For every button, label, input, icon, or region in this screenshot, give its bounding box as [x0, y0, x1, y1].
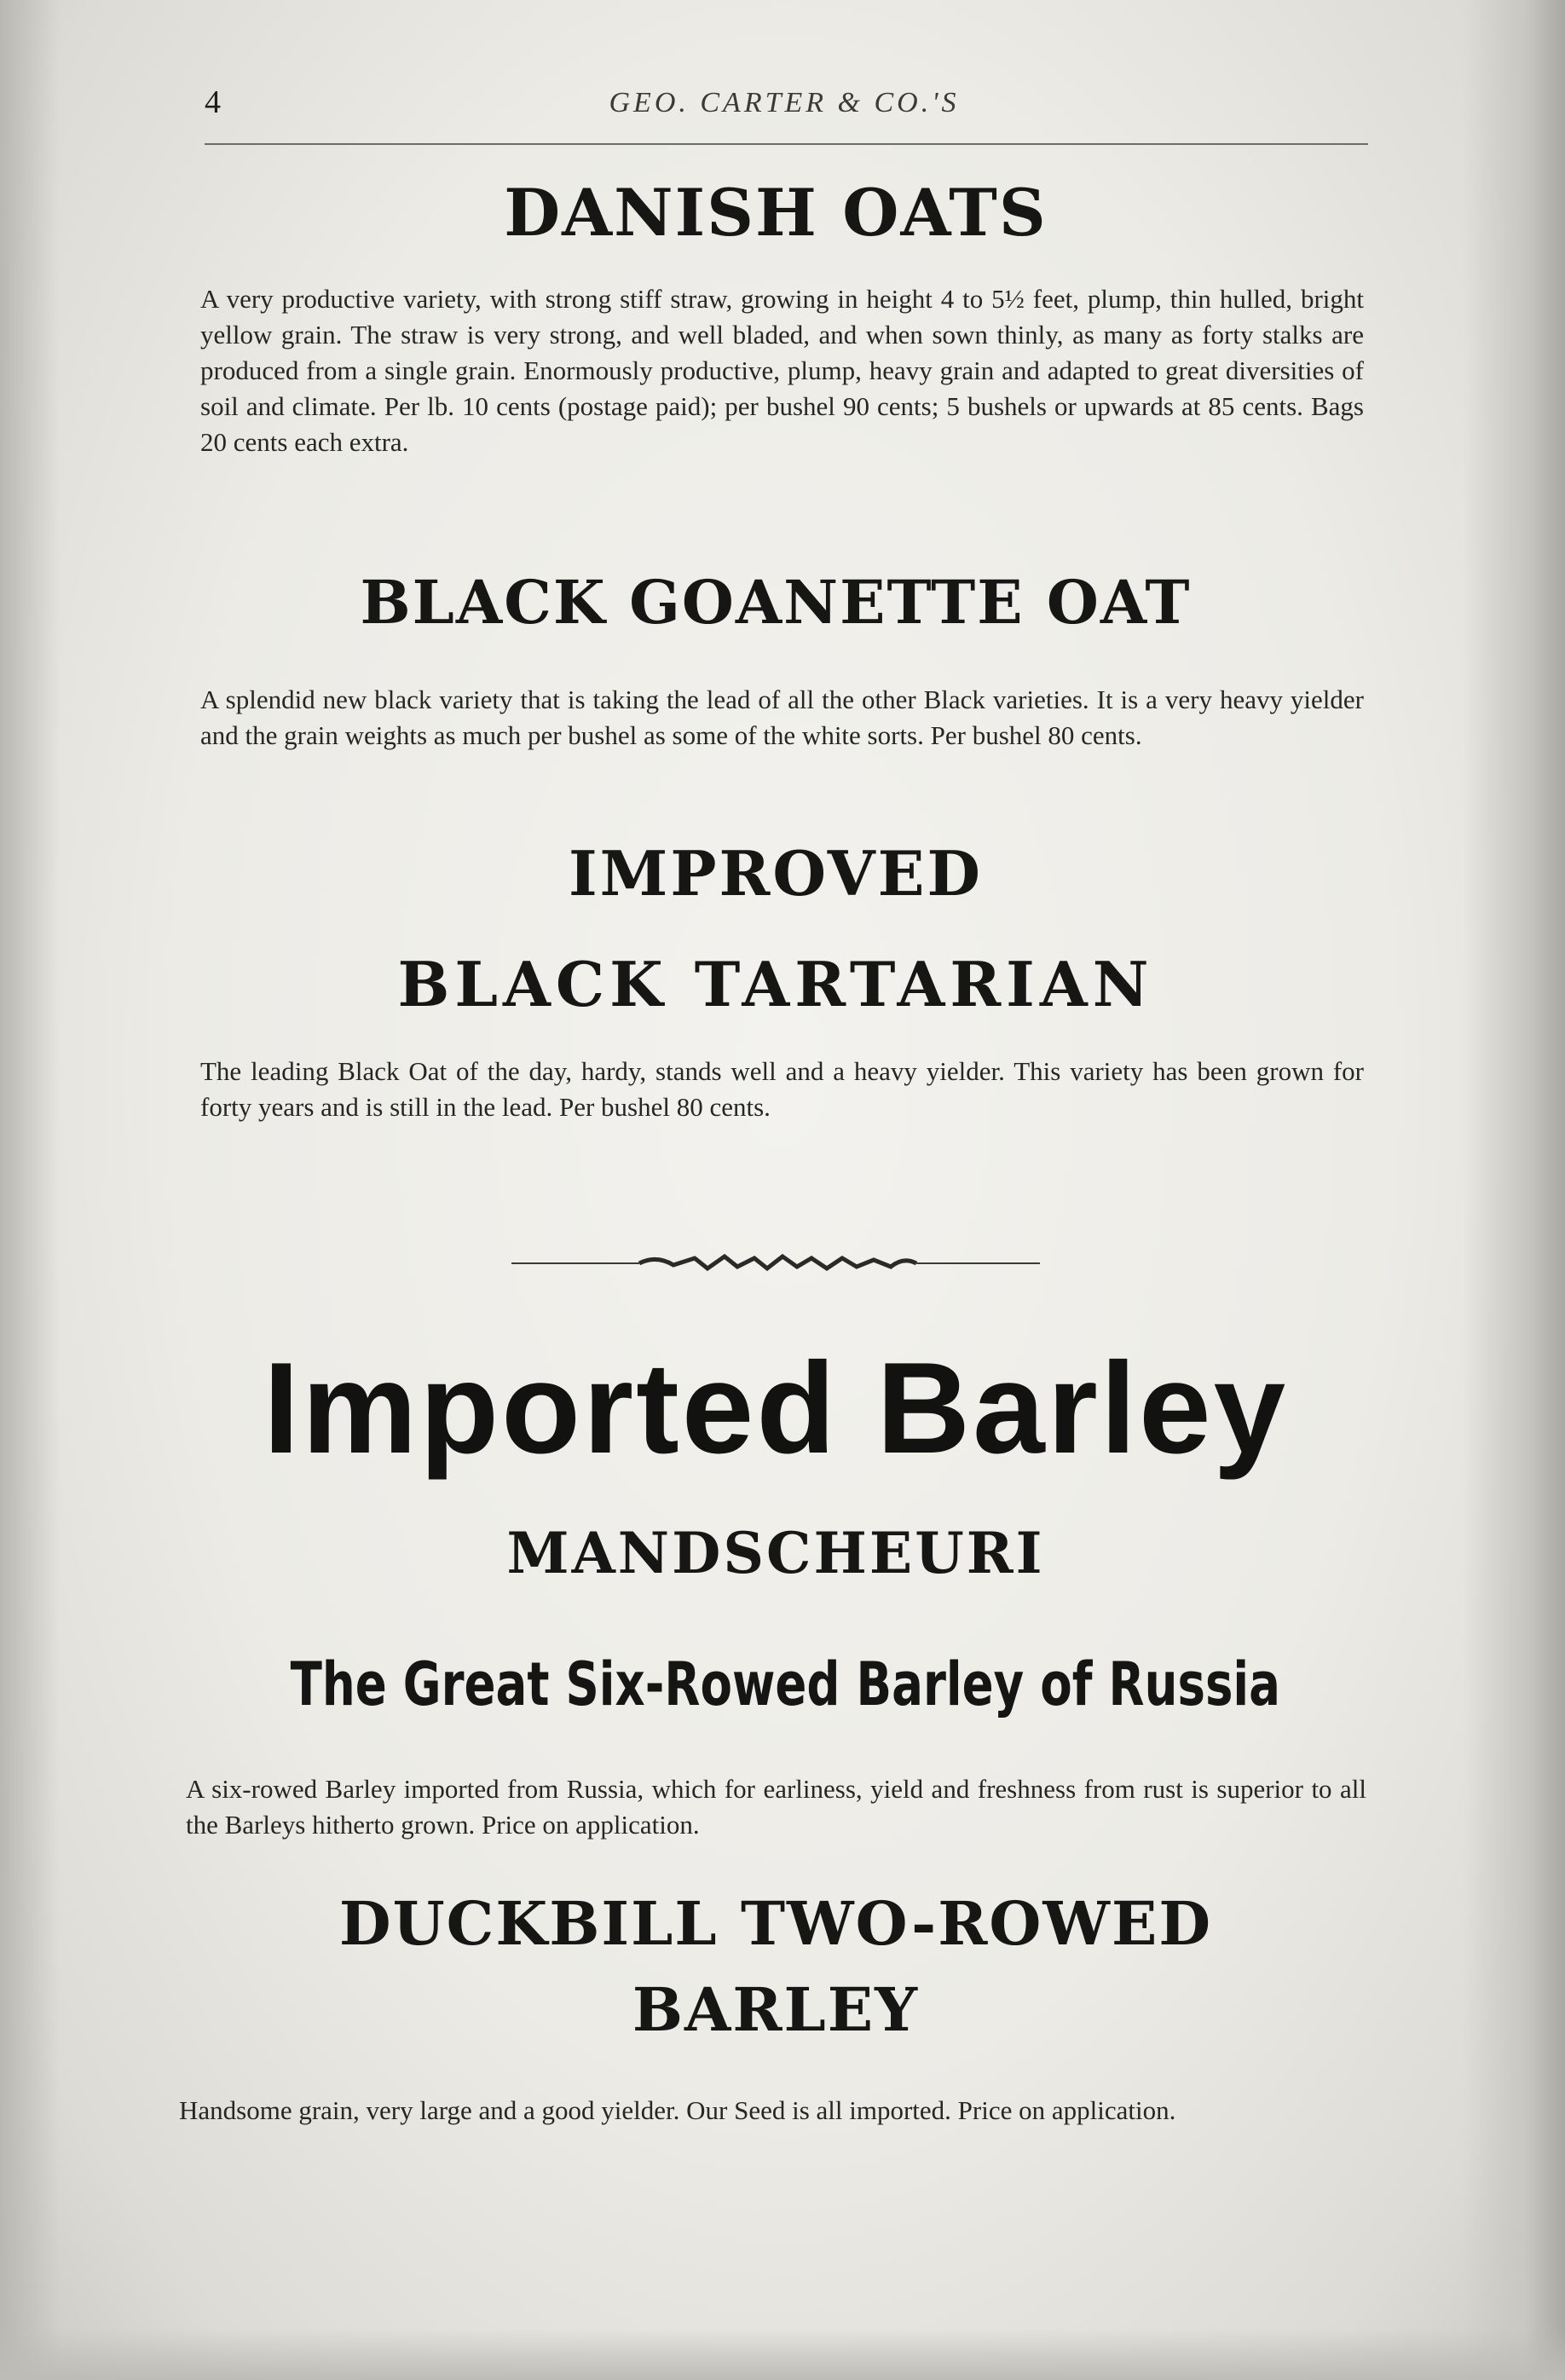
- black-goanette-description: A splendid new black variety that is taking the lead of all the other Black varieties. It is a very heavy yielder and the grain weights as much per bushel as some of the white sorts. Per bushel 80 cents.: [200, 685, 1364, 750]
- page-header: [205, 84, 1364, 135]
- running-head: GEO. CARTER & CO.'S: [609, 87, 960, 118]
- paper-edge-right: [1463, 0, 1565, 2380]
- header-rule: [205, 143, 1368, 145]
- imported-barley-heading: Imported Barley: [263, 1336, 1289, 1481]
- black-goanette-heading: BLACK GOANETTE OAT: [360, 567, 1192, 638]
- mandscheuri-subtitle: The Great Six-Rowed Barley of Russia: [290, 1649, 1281, 1719]
- improved-heading: IMPROVED: [569, 837, 983, 910]
- decorative-divider-icon: [511, 1246, 1040, 1280]
- mandscheuri-description: A six-rowed Barley imported from Russia, which for earliness, yield and freshness from rust is superior to all the Barleys hitherto grown. Price on application.: [186, 1774, 1366, 1840]
- black-tartarian-heading: BLACK TARTARIAN: [397, 948, 1154, 1020]
- duckbill-heading-barley: BARLEY: [632, 1974, 920, 2045]
- duckbill-heading: DUCKBILL TWO-ROWED: [338, 1888, 1213, 1959]
- duckbill-description: Handsome grain, very large and a good yielder. Our Seed is all imported. Price on application.: [179, 2095, 1176, 2125]
- danish-oats-description: A very productive variety, with strong stiff straw, growing in height 4 to 5½ feet, plump, thin hulled, bright yellow grain. The straw is very strong, and well bladed, and when sown thinly, as many as forty stalks are produced from a single grain. Enormously productive, plump, heavy grain and adapted to great diversities of soil and climate. Per lb. 10 cents (postage paid); per bushel 90 cents; 5 bushels or upwards at 85 cents. Bags 20 cents each extra.: [200, 284, 1364, 457]
- paper-edge-bottom: [0, 2329, 1565, 2380]
- black-tartarian-description: The leading Black Oat of the day, hardy, stands well and a heavy yielder. This variety has been grown for forty years and is still in the lead. Per bushel 80 cents.: [200, 1056, 1364, 1122]
- danish-oats-heading: DANISH OATS: [504, 175, 1048, 251]
- paper-edge-left: [0, 0, 60, 2380]
- page-number: 4: [205, 84, 221, 120]
- mandscheuri-heading: MANDSCHEURI: [506, 1520, 1045, 1586]
